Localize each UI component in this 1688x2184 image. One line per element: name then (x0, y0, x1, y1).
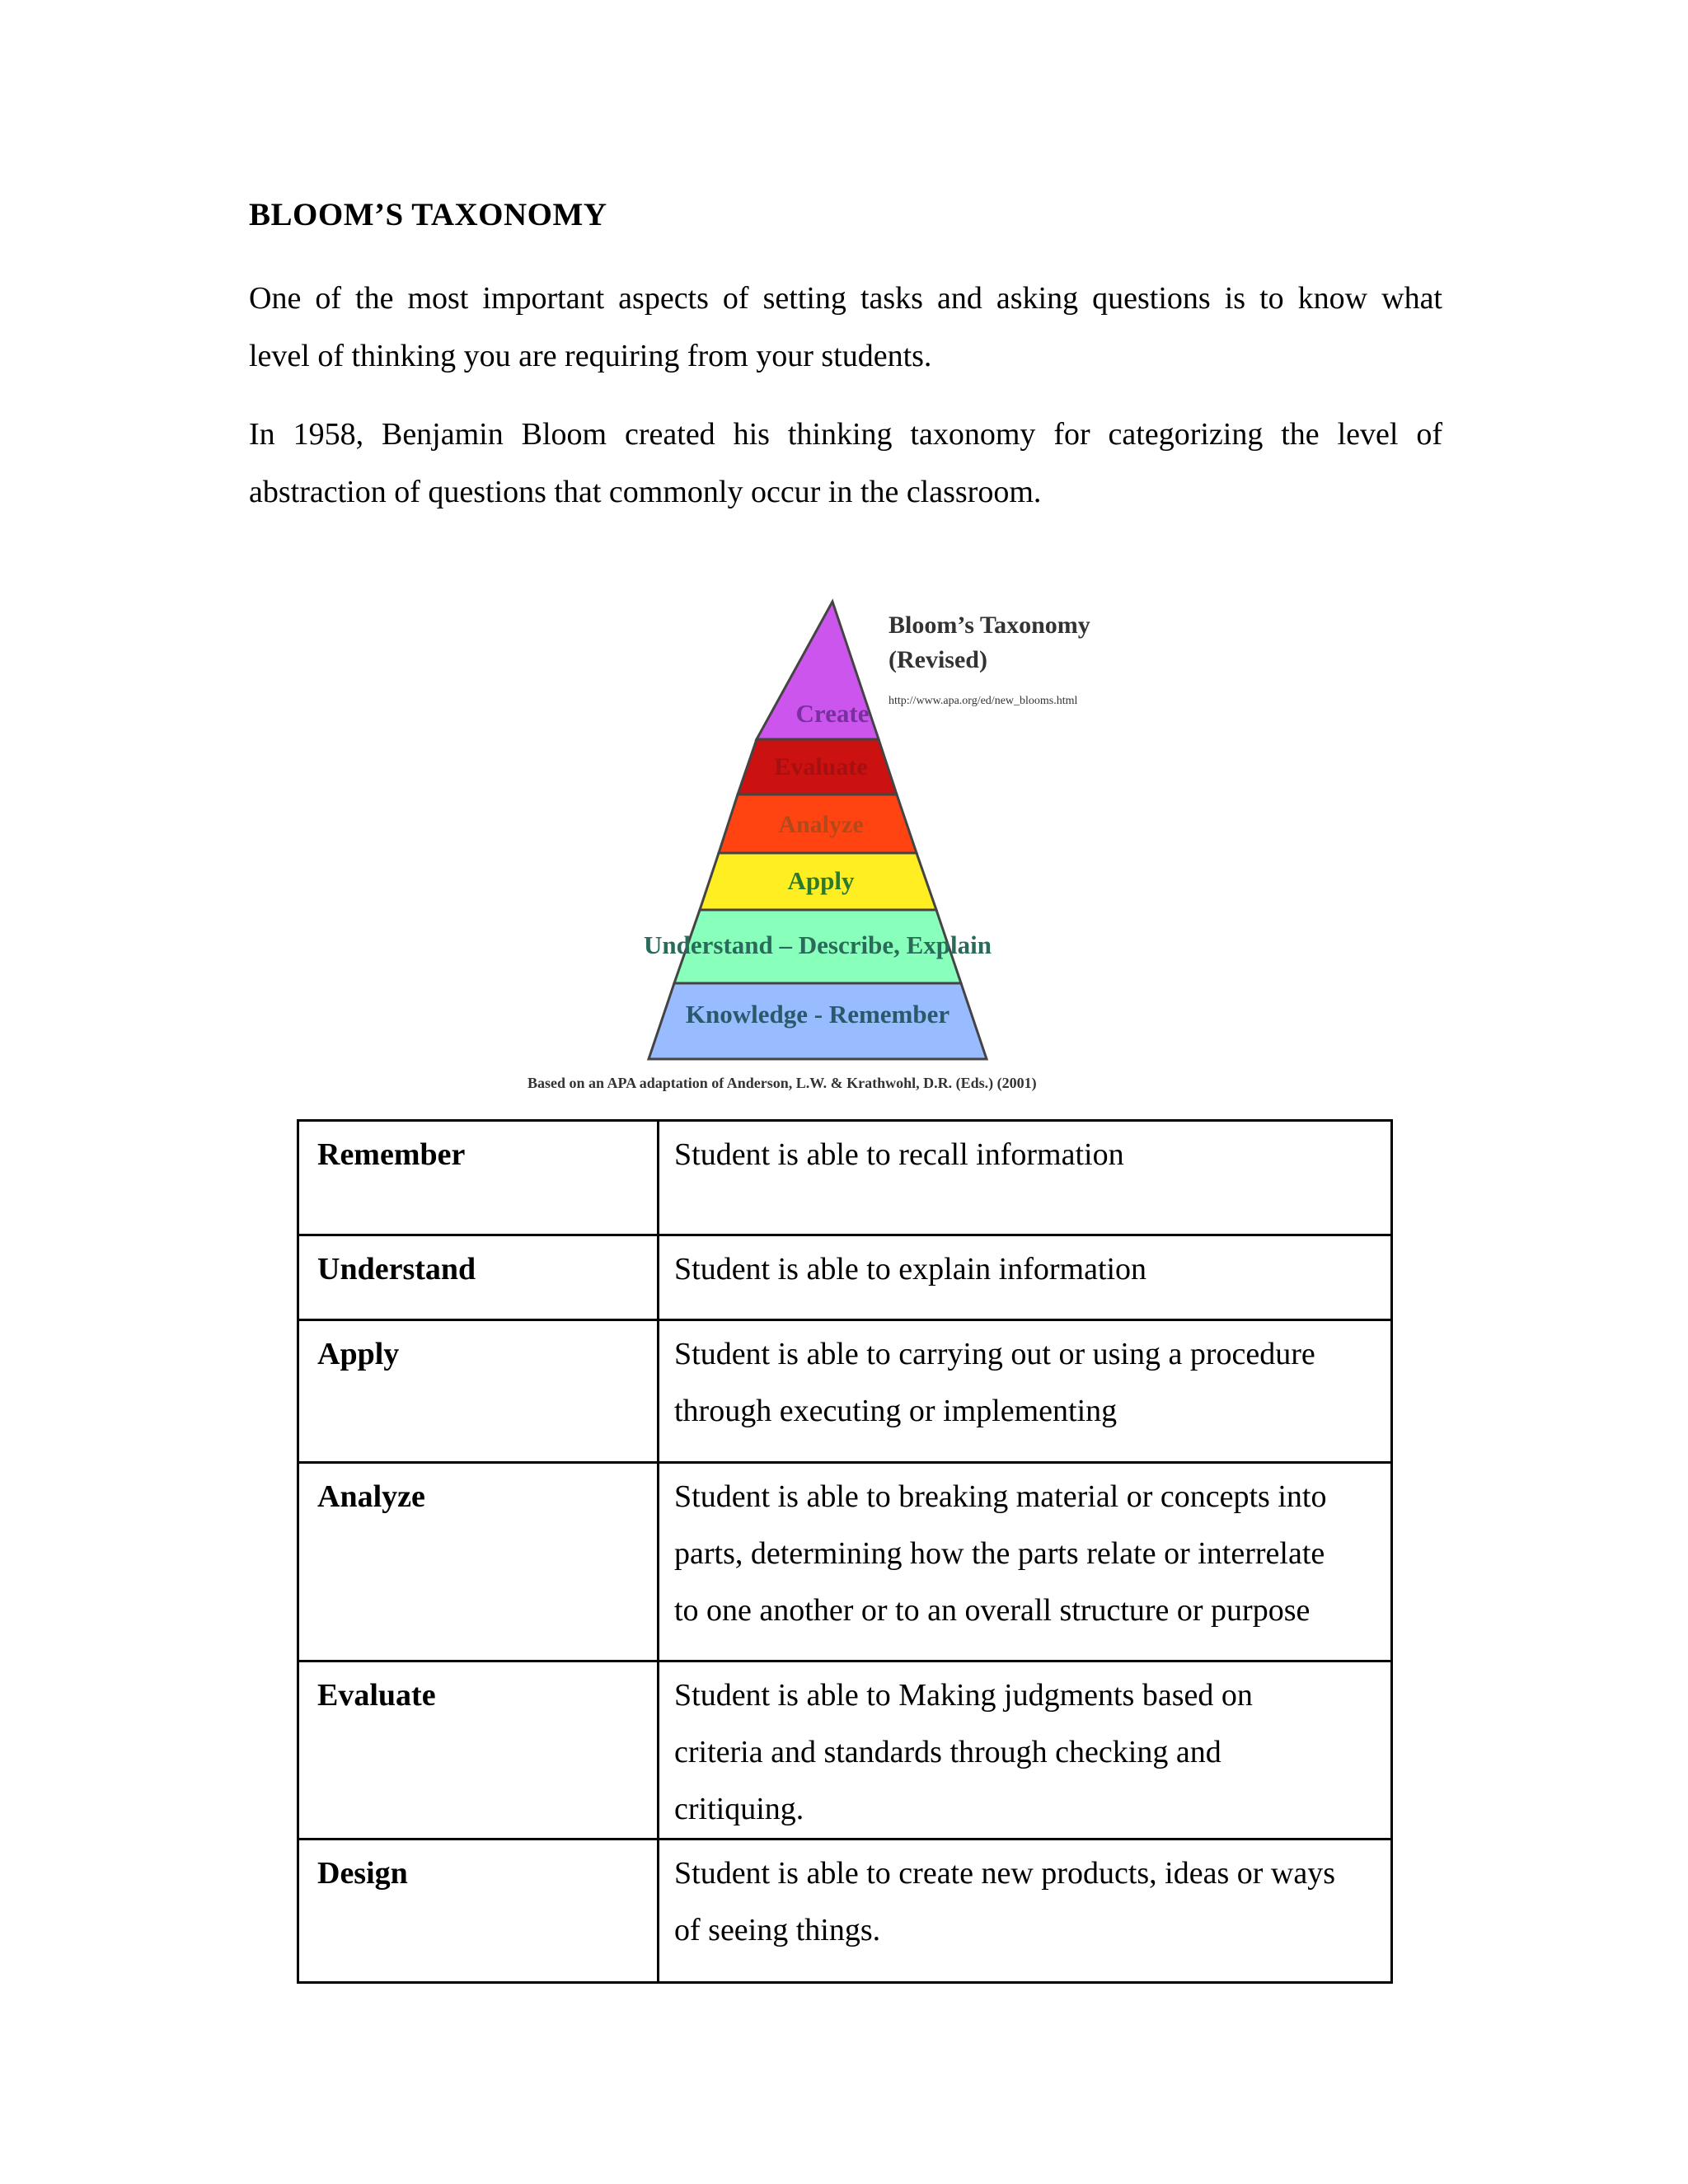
description-line: Student is able to create new products, ideas or ways (674, 1856, 1335, 1891)
table-row (298, 1661, 1392, 1840)
bloom-pyramid-figure (495, 577, 1154, 1121)
table-cell-description (659, 1320, 1392, 1463)
description-line: Student is able to breaking material or concepts into (674, 1479, 1327, 1514)
description-line: of seeing things. (674, 1913, 881, 1947)
pyramid-label-knowledge: Knowledge - Remember (685, 1000, 950, 1029)
description-line: critiquing. (674, 1792, 804, 1826)
table-row (298, 1121, 1392, 1235)
description-line: Student is able to recall information (674, 1137, 1124, 1172)
figure-caption: Based on an APA adaptation of Anderson, L.W. & Krathwohl, D.R. (Eds.) (2001) (528, 1075, 1037, 1091)
table-row (298, 1235, 1392, 1320)
description-line: parts, determining how the parts relate or interrelate (674, 1536, 1325, 1571)
pyramid-label-analyze: Analyze (778, 811, 864, 838)
description-line: criteria and standards through checking and (674, 1735, 1221, 1769)
description-line: through executing or implementing (674, 1394, 1118, 1428)
pyramid-label-create: Create (795, 699, 870, 728)
table-cell-term: Remember (298, 1121, 659, 1235)
page-title: BLOOM’S TAXONOMY (249, 197, 607, 232)
intro-paragraph-line-2: level of thinking you are requiring from your students. (249, 339, 932, 373)
description-line: Student is able to explain information (674, 1252, 1147, 1286)
pyramid-label-apply: Apply (787, 866, 855, 895)
pyramid-label-understand: Understand – Describe, Explain (644, 930, 992, 959)
bloom-levels-table (297, 1119, 1393, 1984)
table-cell-term: Analyze (298, 1463, 659, 1661)
history-paragraph-line-2: abstraction of questions that commonly occur in the classroom. (249, 475, 1042, 509)
table-cell-term: Design (298, 1840, 659, 1983)
intro-paragraph (249, 269, 1442, 385)
table-cell-term: Understand (298, 1235, 659, 1320)
bloom-pyramid-svg (495, 577, 1154, 1121)
table-cell-description (659, 1235, 1392, 1320)
table-cell-term: Evaluate (298, 1661, 659, 1840)
table-cell-term: Apply (298, 1320, 659, 1463)
figure-title-line-1: Bloom’s Taxonomy (889, 612, 1090, 639)
table-cell-description (659, 1463, 1392, 1661)
table-cell-description (659, 1661, 1392, 1840)
table-row (298, 1463, 1392, 1661)
table-cell-description (659, 1121, 1392, 1235)
bloom-levels-table-body (298, 1121, 1392, 1983)
figure-title-line-2: (Revised) (889, 646, 987, 673)
description-line: Student is able to Making judgments based on (674, 1678, 1253, 1713)
table-cell-description (659, 1840, 1392, 1983)
history-paragraph (249, 405, 1442, 521)
intro-paragraph-line-1: One of the most important aspects of setting tasks and asking questions is to know what (249, 281, 1442, 316)
description-line: to one another or to an overall structure or purpose (674, 1593, 1311, 1628)
table-row (298, 1840, 1392, 1983)
pyramid-label-evaluate: Evaluate (774, 753, 868, 780)
figure-url: http://www.apa.org/ed/new_blooms.html (889, 695, 1078, 707)
history-paragraph-line-1: In 1958, Benjamin Bloom created his thinking taxonomy for categorizing the level of (249, 417, 1442, 452)
description-line: Student is able to carrying out or using a procedure (674, 1337, 1315, 1371)
table-row (298, 1320, 1392, 1463)
